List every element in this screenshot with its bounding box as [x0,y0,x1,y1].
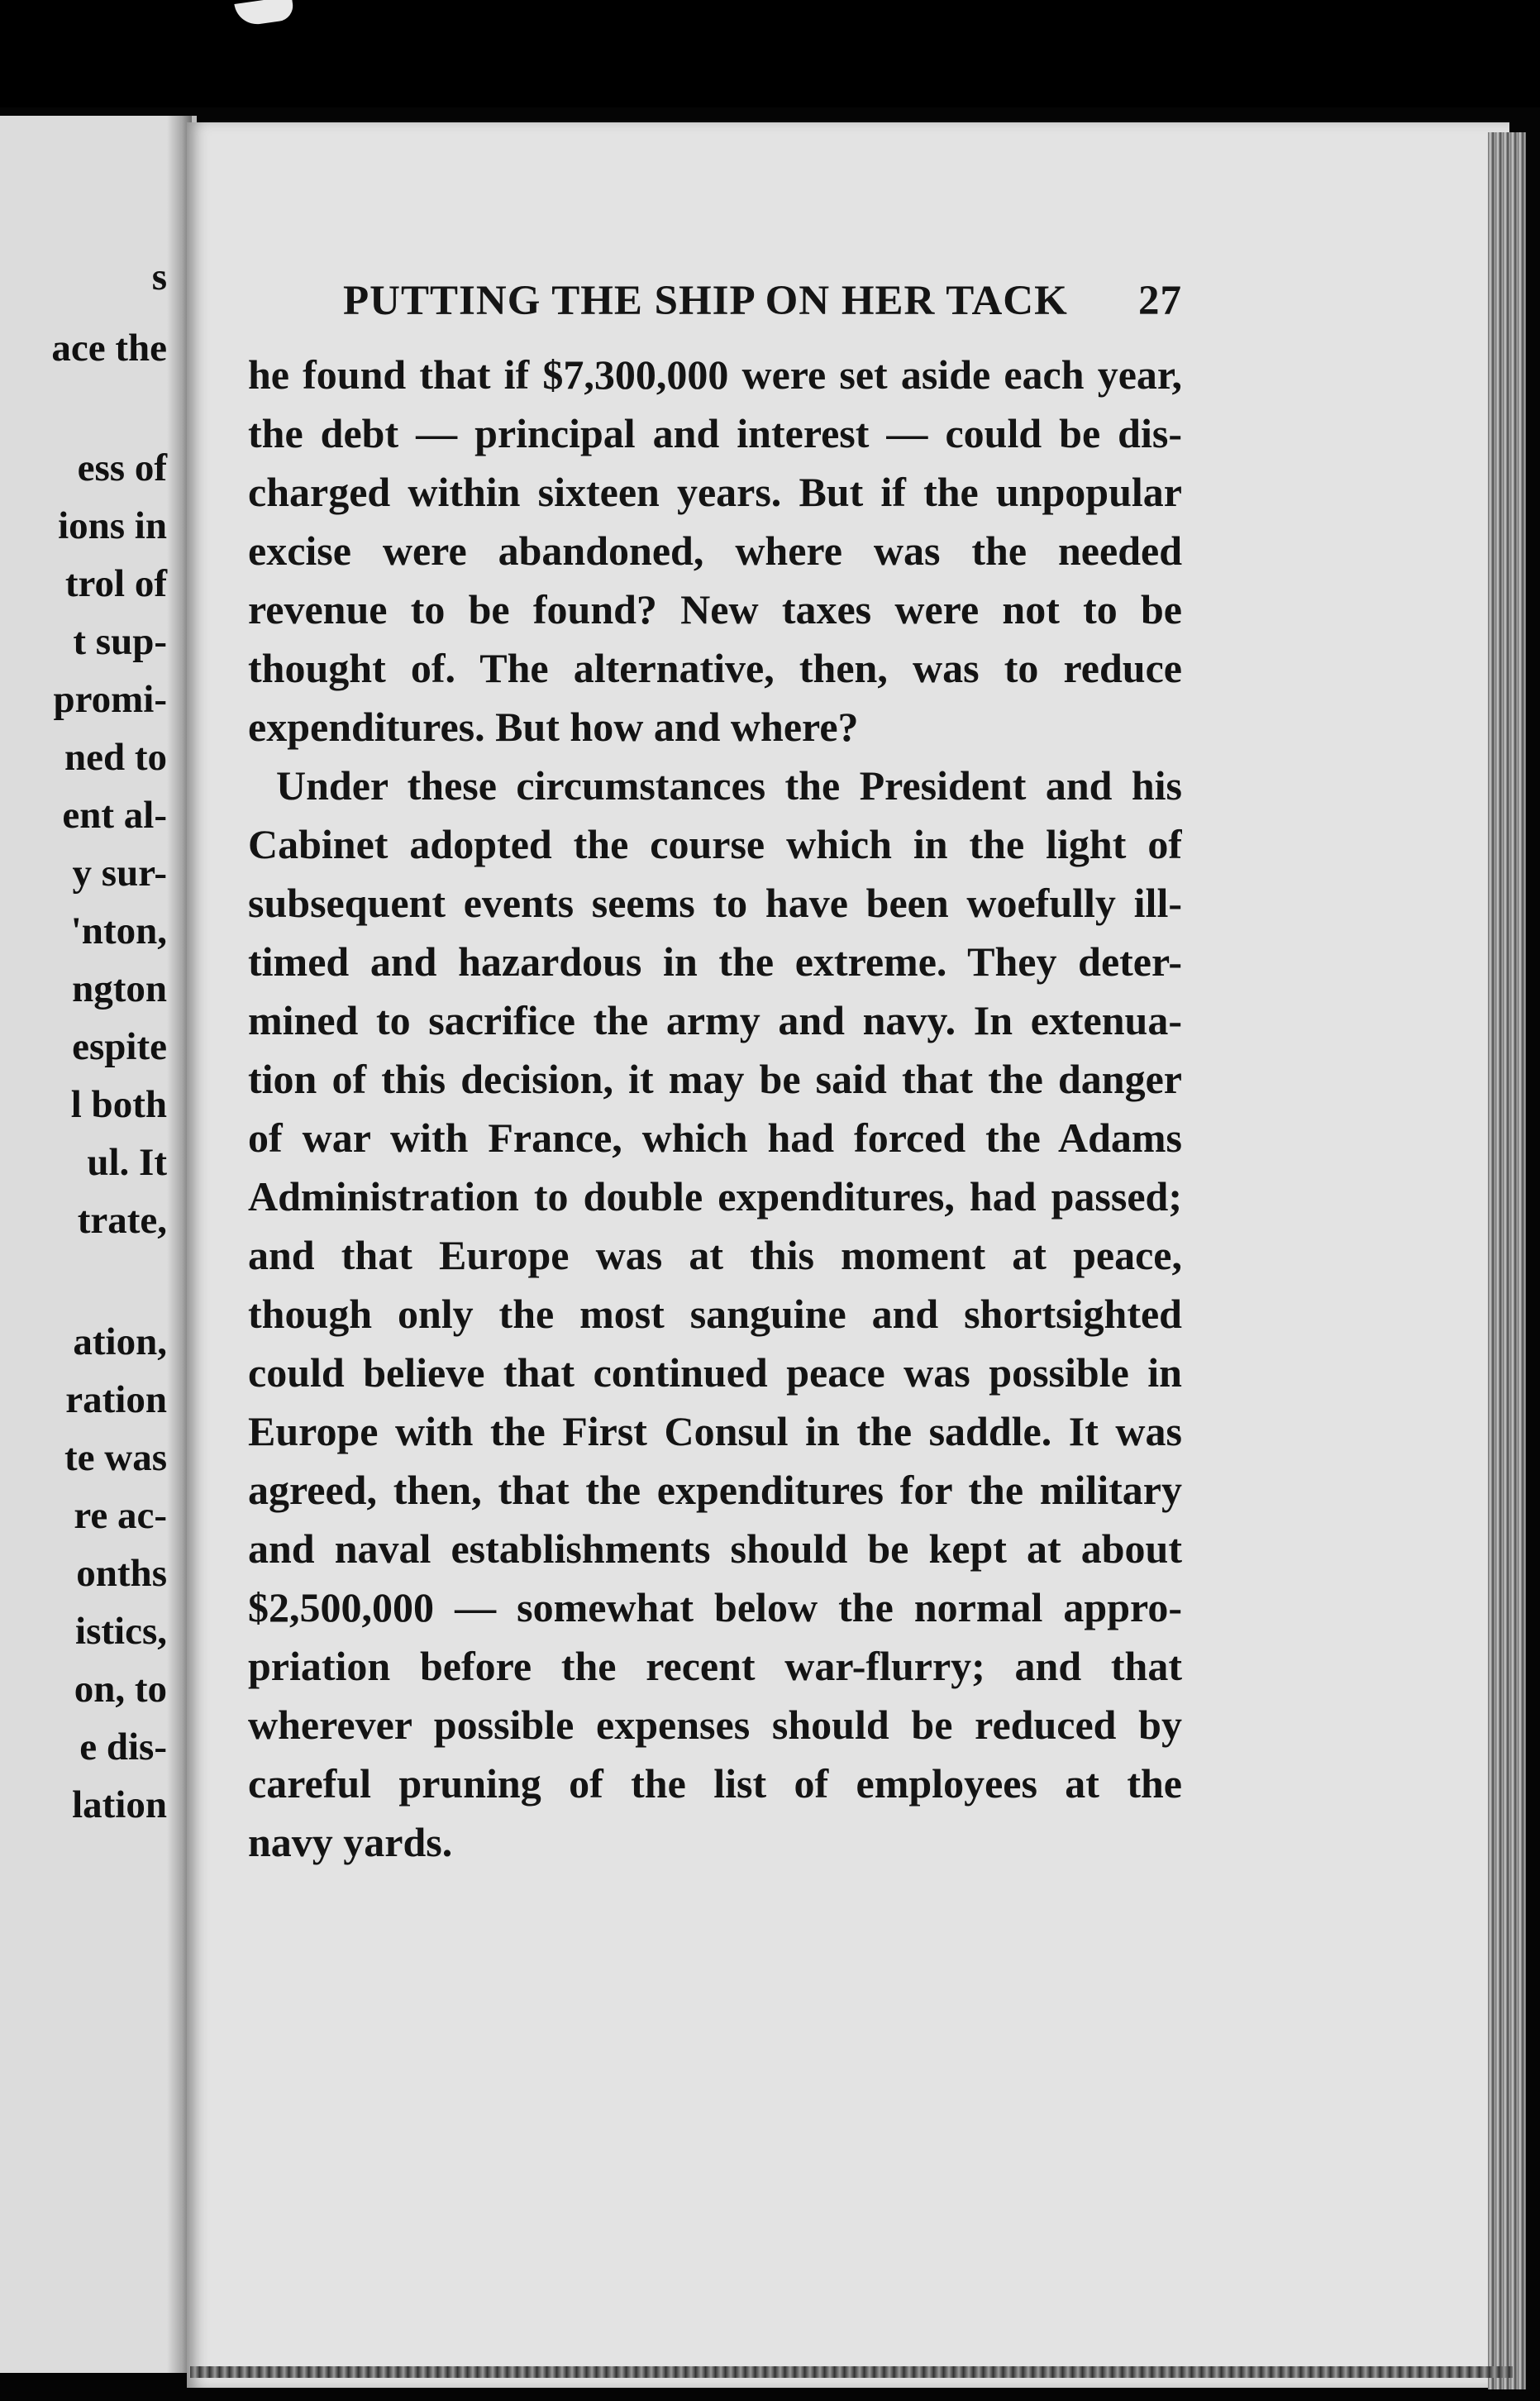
left-line: t sup- [73,620,167,663]
running-head-title: PUTTING THE SHIP ON HER TACK [343,278,1068,324]
left-line: ation, [73,1320,167,1363]
text-line: agreed, then, that the expenditures for the military [248,1467,1182,1513]
scan-background-top [0,0,1540,107]
left-line: lation [72,1783,167,1826]
left-line: ess of [77,446,167,489]
left-line: s [151,255,167,298]
left-line: promi- [53,678,167,721]
text-line: Europe with the First Consul in the saddle. It was [248,1408,1182,1454]
page-edge [1488,132,1526,2389]
text-line: Cabinet adopted the course which in the light of [248,821,1182,867]
left-line: on, to [74,1668,167,1711]
left-line: e dis- [79,1726,167,1769]
text-line: of war with France, which had forced the Adams [248,1115,1182,1161]
text-line: expenditures. But how and where? [248,704,859,750]
left-line: onths [76,1552,167,1595]
text-line: and that Europe was at this moment at peace, [248,1232,1182,1278]
text-line: he found that if $7,300,000 were set aside each year, [248,351,1182,398]
left-line: ions in [58,504,167,547]
running-head [343,277,1182,325]
left-line: ace the [51,327,167,370]
text-line: wherever possible expenses should be reduced by [248,1702,1182,1748]
text-line: subsequent events seems to have been woefully ill- [248,880,1182,926]
left-line: ration [65,1378,167,1421]
text-line: thought of. The alternative, then, was to reduce [248,645,1182,691]
left-line: re ac- [74,1494,167,1537]
left-line: ent al- [62,794,167,837]
text-line: and naval establishments should be kept at about [248,1525,1182,1572]
left-line: te was [64,1436,167,1479]
page-bottom-edge [190,2366,1513,2378]
paragraph-start-line: Under these circumstances the President and his [276,762,1182,809]
text-line: tion of this decision, it may be said that the danger [248,1056,1182,1102]
text-line: excise were abandoned, where was the needed [248,527,1182,574]
left-page-fragment [0,116,197,2373]
text-line: mined to sacrifice the army and navy. In extenua- [248,997,1182,1043]
text-line: revenue to be found? New taxes were not to be [248,586,1182,632]
body-text [248,346,1182,1872]
left-line: trol of [64,562,167,605]
text-line: $2,500,000 — somewhat below the normal appro- [248,1584,1182,1630]
left-line: y sur- [72,852,167,895]
left-line: espite [72,1025,167,1068]
left-line: istics, [75,1610,167,1653]
text-line: timed and hazardous in the extreme. They deter- [248,938,1182,985]
text-line: Administration to double expenditures, had passed; [248,1173,1182,1220]
left-line: ngton [72,967,167,1010]
left-line: 'nton, [70,909,167,952]
text-line: priation before the recent war-flurry; and that [248,1643,1182,1689]
page-number: 27 [1138,278,1182,324]
text-line: careful pruning of the list of employees at the [248,1760,1182,1807]
left-line: ul. It [87,1141,167,1184]
left-line: l both [70,1083,167,1126]
text-line: could believe that continued peace was possible in [248,1349,1182,1396]
text-line: the debt — principal and interest — could be dis- [248,410,1182,456]
text-line: navy yards. [248,1819,453,1865]
left-line: ned to [64,736,167,779]
left-line: trate, [77,1199,167,1242]
text-line: though only the most sanguine and shortsighted [248,1291,1182,1337]
text-line: charged within sixteen years. But if the unpopular [248,469,1182,515]
